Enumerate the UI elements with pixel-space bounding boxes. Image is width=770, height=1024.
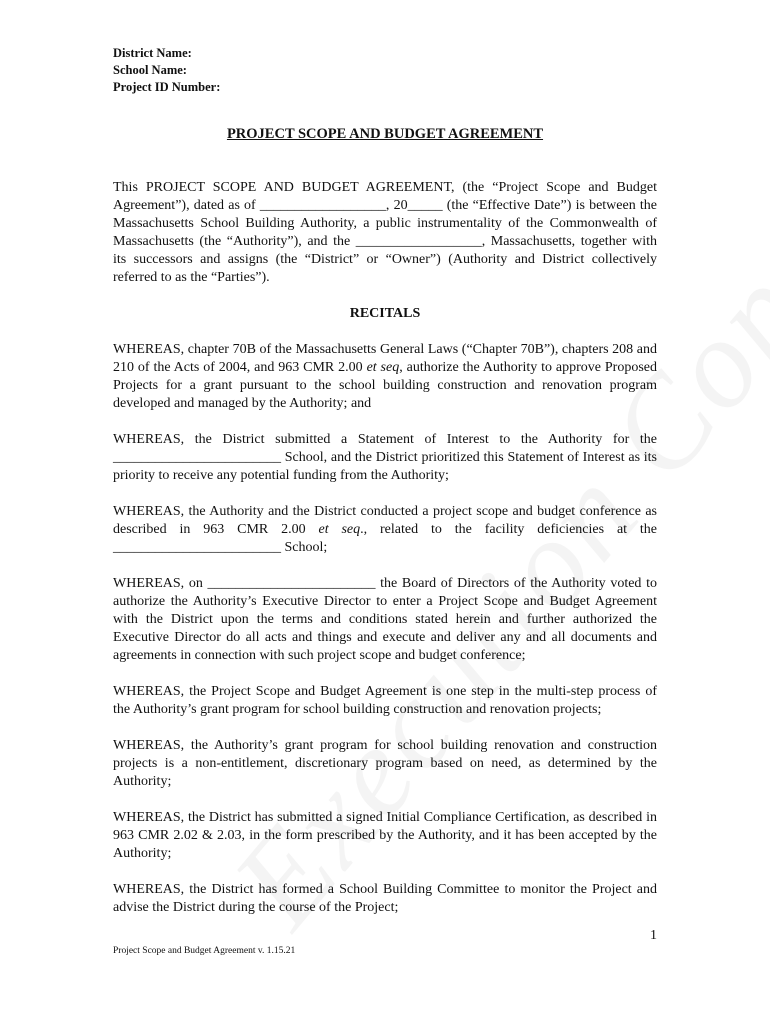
recital-statement-of-interest: WHEREAS, the District submitted a Statement of Interest to the Authority for the ________________________ School, and the District prioritized this Statement of Interest as its priority to receive any potential funding from the Authority; (113, 432, 657, 483)
footer-version: Project Scope and Budget Agreement v. 1.15.21 (113, 946, 296, 956)
recital-emphasis: et seq (318, 522, 361, 537)
recital-compliance-certification: WHEREAS, the District has submitted a signed Initial Compliance Certification, as described in 963 CMR 2.02 & 2.03, in the form prescribed by the Authority, and it has been accepted by the Authority; (113, 810, 657, 861)
recital-emphasis: et seq (366, 360, 400, 375)
recital-text: ., related to the facility deficiencies at the ________________________ School; (113, 522, 658, 555)
document-title: PROJECT SCOPE AND BUDGET AGREEMENT (226, 126, 544, 142)
document-body (113, 179, 657, 935)
recital-text: , authorize the Authority to approve Proposed Projects for a grant pursuant to the school building construction and renovation program developed and managed by the Authority; and (113, 360, 658, 411)
recital-chapter-70b (113, 341, 657, 413)
recitals-heading: RECITALS (349, 306, 421, 321)
district-name-label: District Name: (113, 46, 192, 60)
recital-multi-step-process: WHEREAS, the Project Scope and Budget Agreement is one step in the multi-step process of the Authority’s grant program for school building construction and renovation projects; (113, 684, 657, 717)
intro-paragraph: This PROJECT SCOPE AND BUDGET AGREEMENT, (the “Project Scope and Budget Agreement”), dated as of __________________, 20_____ (the “Effective Date”) is between the Massachusetts School Building Authority, a public instrumentality of the Commonwealth of Massachusetts (the “Authority”), and the __________________, Massachusetts, together with its successors and assigns (the “District” or “Owner”) (Authority and District collectively referred to as the “Parties”). (113, 180, 657, 285)
school-name-label: School Name: (113, 63, 187, 77)
recital-board-vote: WHEREAS, on ________________________ the Board of Directors of the Authority voted to authorize the Authority’s Executive Director to enter a Project Scope and Budget Agreement with the District upon the terms and conditions stated herein and further authorized the Executive Director do all acts and things and execute and deliver any and all documents and agreements in connection with such project scope and budget conference; (113, 576, 657, 663)
project-id-label: Project ID Number: (113, 80, 221, 94)
recital-non-entitlement: WHEREAS, the Authority’s grant program for school building renovation and construction projects is a non-entitlement, discretionary program based on need, as determined by the Authority; (113, 738, 657, 789)
recital-building-committee: WHEREAS, the District has formed a School Building Committee to monitor the Project and advise the District during the course of the Project; (113, 882, 657, 915)
recital-scope-conference (113, 503, 657, 557)
page-number: 1 (650, 928, 657, 943)
recital-text: WHEREAS, the Authority and the District conducted a project scope and budget conference as described in 963 CMR 2.00 (113, 504, 657, 537)
recital-text: WHEREAS, chapter 70B of the Massachusetts General Laws (“Chapter 70B”), chapters 208 and 210 of the Acts of 2004, and 963 CMR 2.00 (113, 342, 657, 375)
header-fields (113, 45, 220, 96)
